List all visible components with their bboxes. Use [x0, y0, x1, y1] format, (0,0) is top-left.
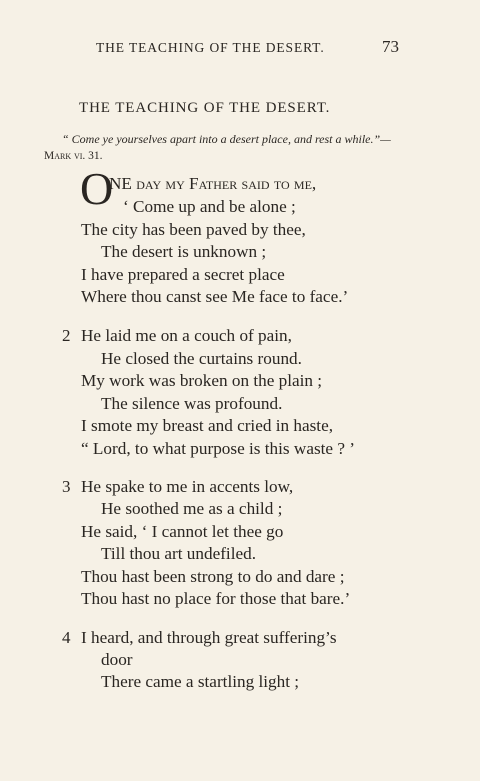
stanza-2-line-2: He closed the curtains round. [101, 349, 302, 368]
stanza-1-line-6: Where thou canst see Me face to face.’ [81, 287, 349, 306]
stanza-3-line-4: Till thou art undefiled. [101, 544, 256, 563]
stanza-2-line-6: “ Lord, to what purpose is this waste ? ’ [81, 439, 355, 458]
epigraph-quote: “ Come ye yourselves apart into a desert place, and rest a while.”— [62, 132, 391, 146]
stanza-3-line-5: Thou hast been strong to do and dare ; [81, 567, 345, 586]
stanza-2-line-3: My work was broken on the plain ; [81, 371, 323, 390]
stanza-4-line-1: I heard, and through great suffering’s [81, 628, 337, 647]
stanza-1-line-4: The desert is unknown ; [101, 242, 267, 261]
stanza-2-line-1: He laid me on a couch of pain, [81, 326, 292, 345]
stanza-3-line-2: He soothed me as a child ; [101, 499, 283, 518]
stanza-2-line-5: I smote my breast and cried in haste, [81, 416, 334, 435]
drop-cap: O [80, 163, 114, 214]
poem-title: THE TEACHING OF THE DESERT. [79, 100, 331, 116]
stanza-3-number: 3 [62, 477, 71, 496]
stanza-1-line-1: NE day my Father said to me, [109, 174, 317, 193]
stanza-4-line-3: There came a startling light ; [101, 672, 300, 691]
stanza-4-number: 4 [62, 628, 71, 647]
stanza-3-line-6: Thou hast no place for those that bare.’ [81, 589, 351, 608]
stanza-4-line-2: door [101, 650, 133, 669]
stanza-3-line-3: He said, ‘ I cannot let thee go [81, 522, 284, 541]
epigraph-reference: Mark vi. 31. [44, 150, 103, 162]
stanza-2-line-4: The silence was profound. [101, 394, 283, 413]
page-number: 73 [382, 37, 399, 56]
stanza-1-line-5: I have prepared a secret place [81, 265, 285, 284]
stanza-1-line-3: The city has been paved by thee, [81, 220, 306, 239]
stanza-2-number: 2 [62, 326, 71, 345]
running-head: THE TEACHING OF THE DESERT. [96, 40, 325, 55]
stanza-3-line-1: He spake to me in accents low, [81, 477, 294, 496]
stanza-1-line-2: ‘ Come up and be alone ; [123, 197, 296, 216]
